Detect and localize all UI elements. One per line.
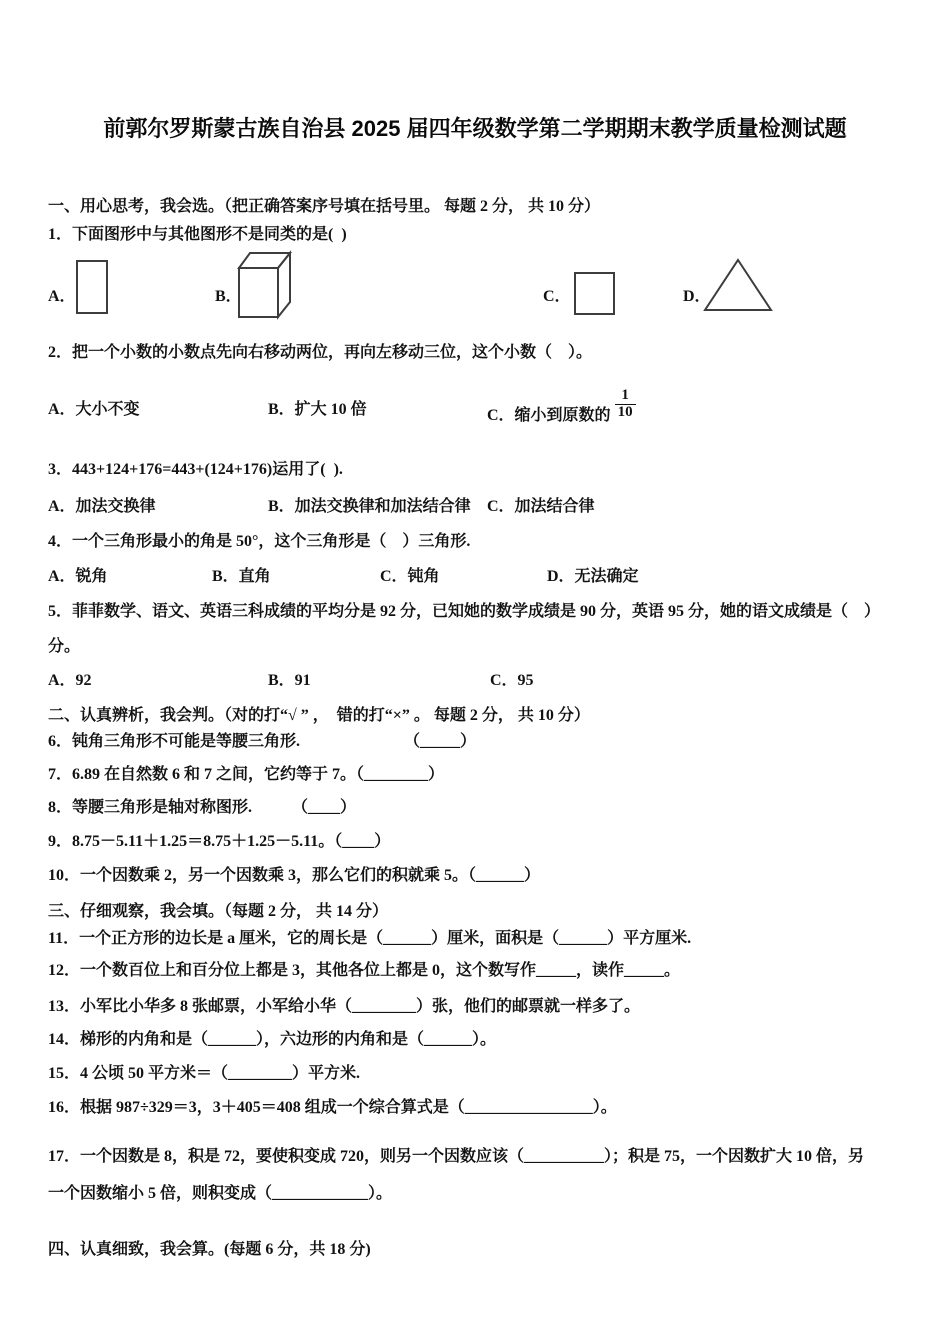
question-13-text: 13．小军比小华多 8 张邮票，小军给小华（________）张，他们的邮票就一样多了。: [48, 998, 641, 1015]
question-14-text: 14．梯形的内角和是（______），六边形的内角和是（______）。: [48, 1031, 497, 1048]
question-11-text: 11．一个正方形的边长是 a 厘米，它的周长是（______）厘米，面积是（______）平方厘米.: [48, 930, 692, 947]
question-17-text-line2: 一个因数缩小 5 倍，则积变成（____________）。: [48, 1185, 393, 1202]
question-16-text: 16．根据 987÷329＝3，3＋405＝408 组成一个综合算式是（________________）。: [48, 1099, 617, 1116]
question-5-text-line2: 分。: [48, 638, 81, 655]
page-title: 前郭尔罗斯蒙古族自治县 2025 届四年级数学第二学期期末教学质量检测试题: [103, 116, 847, 141]
q2-option-c: [487, 387, 636, 433]
q3-option-c: C．加法结合律: [487, 498, 595, 515]
q4-option-a: A．锐角: [48, 568, 108, 585]
question-9-text: 9．8.75－5.11＋1.25＝8.75＋1.25－5.11。（____）: [48, 833, 391, 850]
q2-option-c-text: C．缩小到原数的: [487, 406, 611, 424]
section-1-heading: 一、用心思考，我会选。（把正确答案序号填在括号里。 每题 2 分， 共 10 分）: [48, 198, 601, 215]
question-2-text: 2．把一个小数的小数点先向右移动两位，再向左移动三位，这个小数（ ）。: [48, 344, 593, 361]
q1-option-b-label: B．: [215, 288, 242, 305]
question-7-text: 7．6.89 在自然数 6 和 7 之间，它约等于 7。（________）: [48, 766, 445, 783]
q2-option-a: A．大小不变: [48, 401, 140, 418]
q4-option-b: B．直角: [212, 568, 271, 585]
q1-option-c-label: C．: [543, 288, 571, 305]
question-6-text: 6．钝角三角形不可能是等腰三角形. （_____）: [48, 733, 477, 750]
fraction-denominator: 10: [615, 404, 636, 421]
q5-option-b: B．91: [268, 672, 311, 689]
question-5-text-line1: 5．菲菲数学、语文、英语三科成绩的平均分是 92 分，已知她的数学成绩是 90 分，英语 95 分，她的语文成绩是（ ）: [48, 603, 881, 620]
q4-option-d: D．无法确定: [547, 568, 639, 585]
question-15-text: 15．4 公顷 50 平方米＝（________）平方米.: [48, 1065, 361, 1082]
question-1-text: 1．下面图形中与其他图形不是同类的是( ): [48, 226, 347, 243]
q1-option-a-label: A．: [48, 288, 76, 305]
q5-option-c: C．95: [490, 672, 534, 689]
q4-option-c: C．钝角: [380, 568, 440, 585]
question-10-text: 10．一个因数乘 2，另一个因数乘 3，那么它们的积就乘 5。（______）: [48, 867, 541, 884]
q3-option-b: B．加法交换律和加法结合律: [268, 498, 471, 515]
fraction-one-tenth: [615, 388, 636, 421]
cuboid-shape-icon: [237, 250, 293, 320]
section-4-heading: 四、认真细致，我会算。(每题 6 分，共 18 分): [48, 1241, 371, 1258]
fraction-numerator: 1: [621, 387, 629, 403]
q2-option-b: B．扩大 10 倍: [268, 401, 367, 418]
rectangle-shape-icon: [75, 259, 109, 315]
square-shape-icon: [573, 271, 616, 316]
section-3-heading: 三、仔细观察，我会填。（每题 2 分， 共 14 分）: [48, 903, 389, 920]
q1-option-d-label: D．: [683, 288, 711, 305]
question-17-text-line1: 17．一个因数是 8，积是 72，要使积变成 720，则另一个因数应该（__________）；积是 75，一个因数扩大 10 倍，另: [48, 1148, 865, 1165]
question-4-text: 4．一个三角形最小的角是 50°，这个三角形是（ ）三角形.: [48, 533, 471, 550]
triangle-shape-icon: [702, 257, 774, 313]
question-12-text: 12．一个数百位上和百分位上都是 3，其他各位上都是 0，这个数写作_____，读作_____。: [48, 962, 681, 979]
q3-option-a: A．加法交换律: [48, 498, 156, 515]
question-8-text: 8．等腰三角形是轴对称图形. （____）: [48, 799, 357, 816]
question-3-text: 3．443+124+176=443+(124+176)运用了( ).: [48, 461, 343, 478]
q5-option-a: A．92: [48, 672, 92, 689]
section-2-heading: 二、认真辨析，我会判。（对的打“√ ” ， 错的打“×” 。 每题 2 分， 共 10 分）: [48, 707, 590, 724]
